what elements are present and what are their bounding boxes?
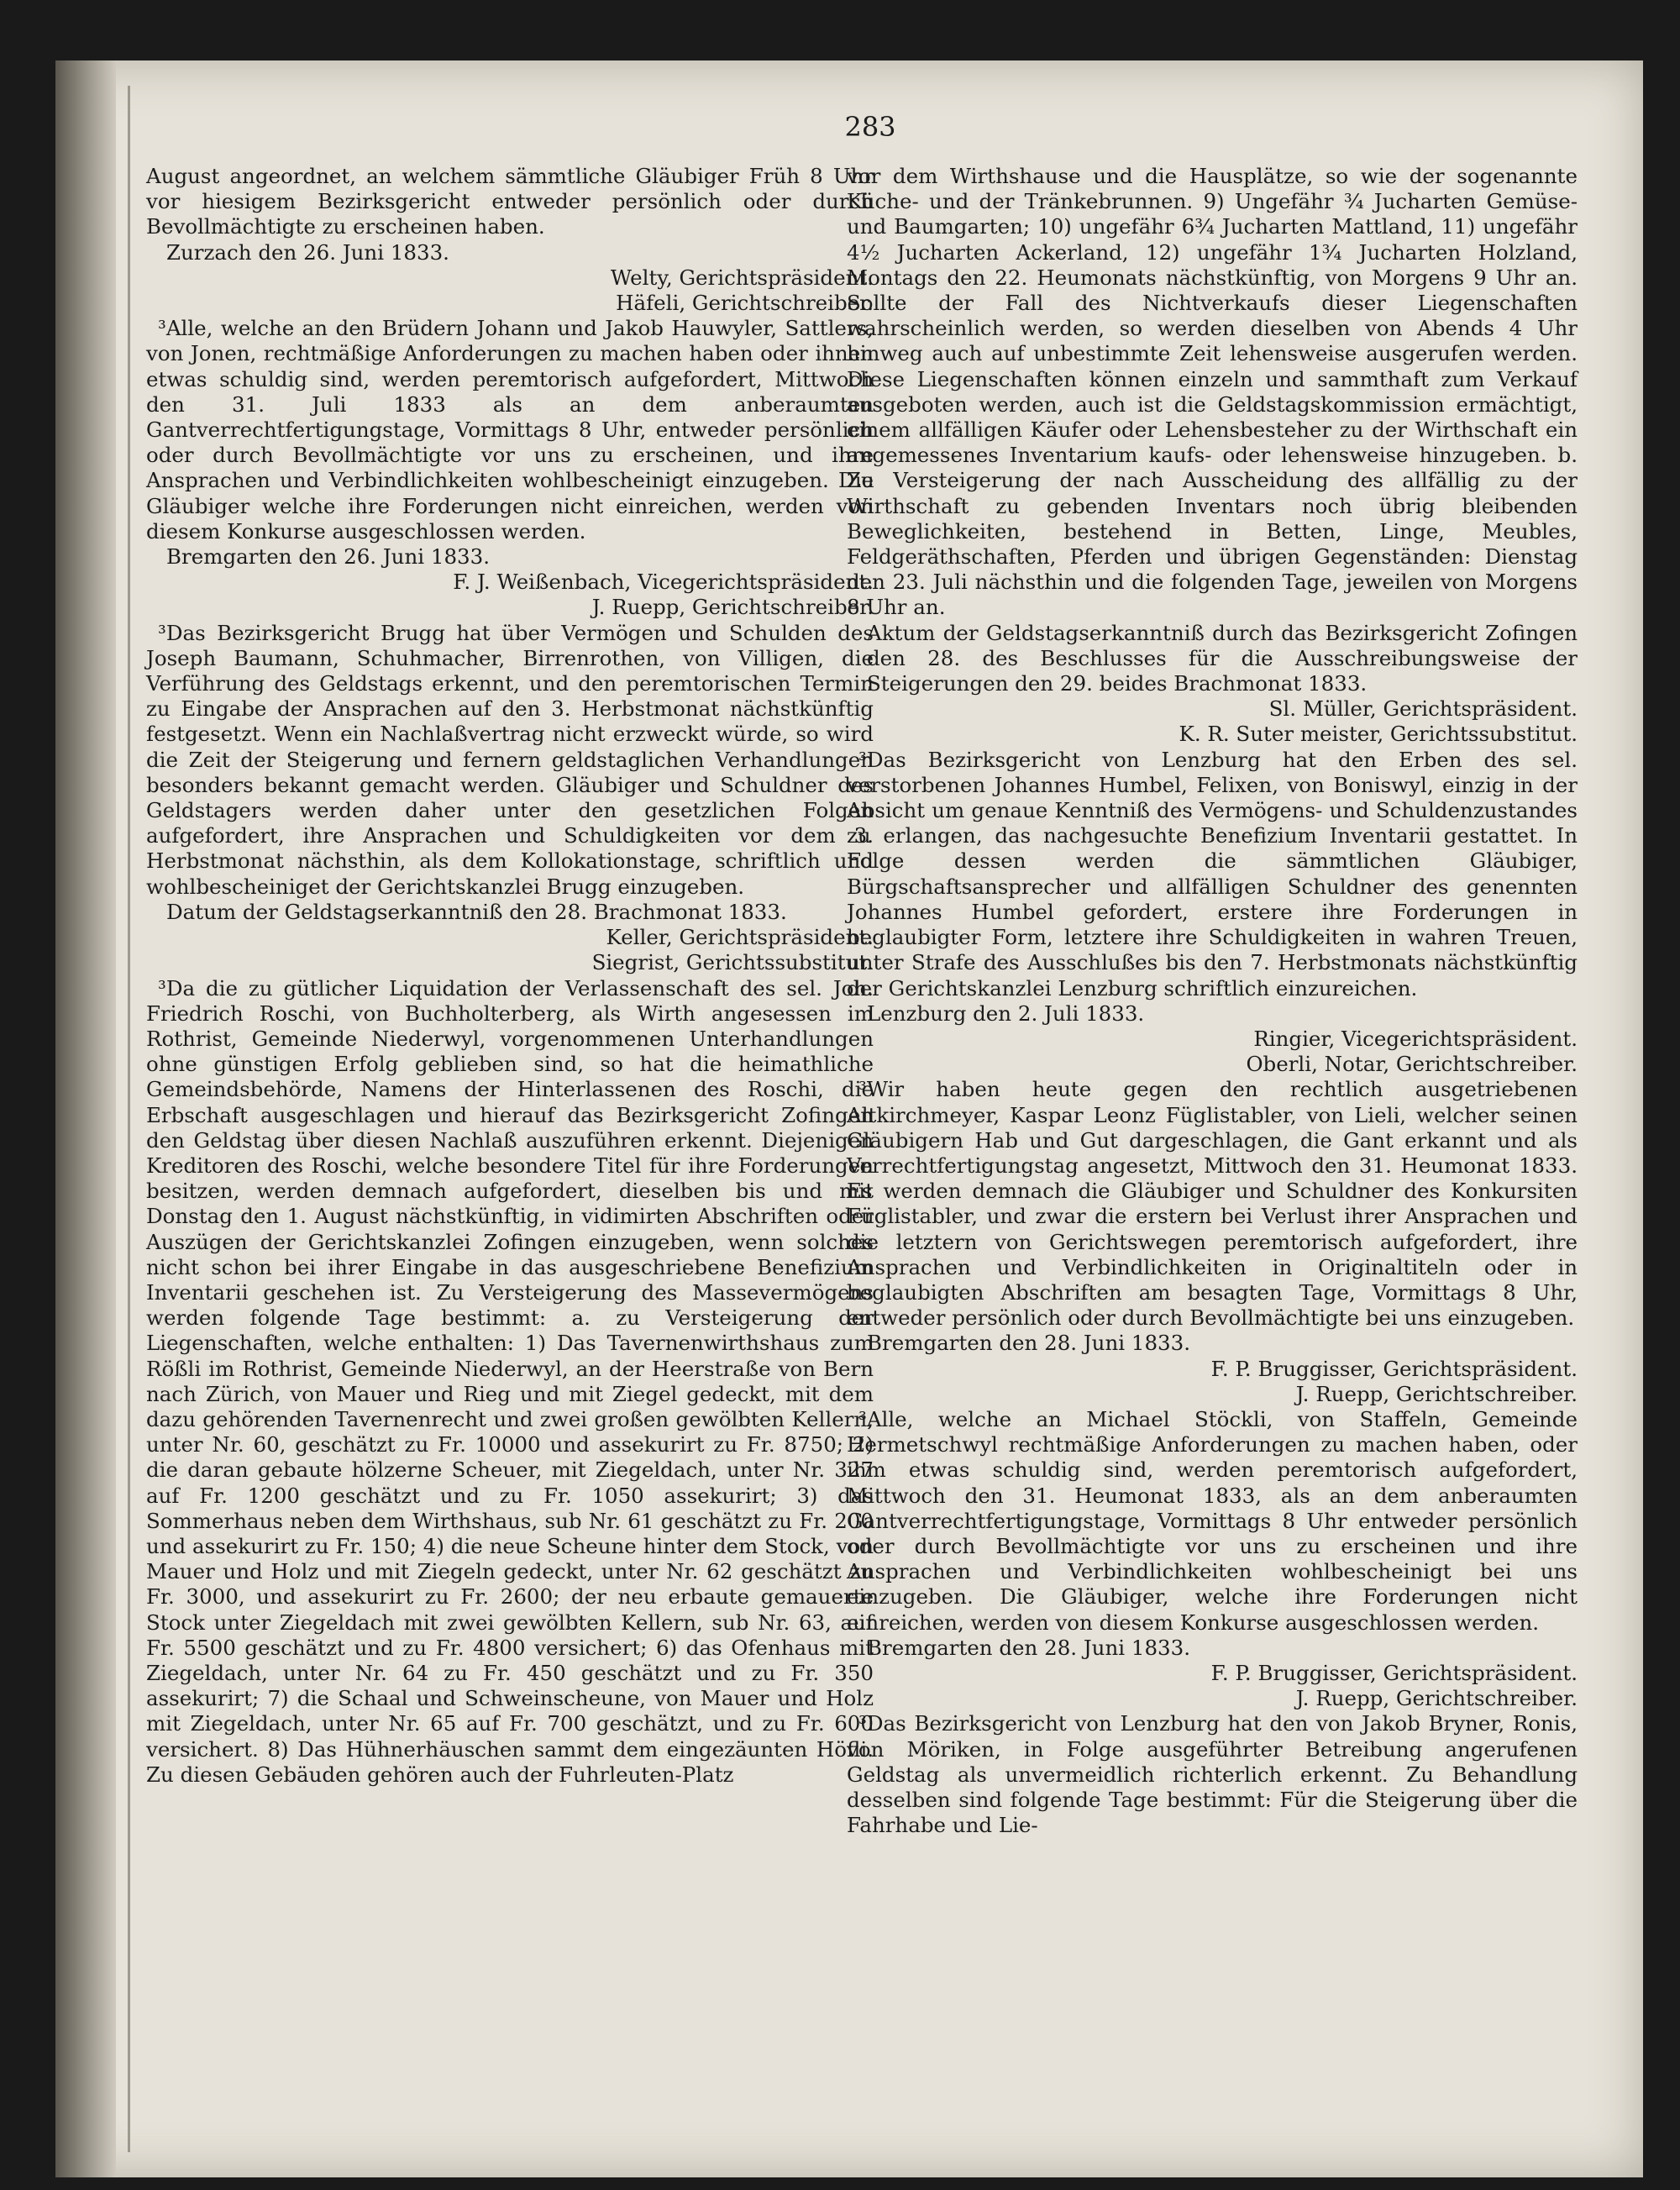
signature-line: F. P. Bruggisser, Gerichtspräsident. bbox=[1210, 1660, 1578, 1685]
page-number: 283 bbox=[844, 111, 896, 143]
notice-paragraph: ³Da die zu gütlicher Liquidation der Verlassenschaft des sel. Joh. Friedrich Roschi, von Buchholterberg, als Wirth angesessen im Rothrist, Gemeinde Niederwyl, vorgenommenen Unterhandlungen ohne günstigen Erfolg geblieben sind, so hat die heimathliche Gemeindsbehörde, Namens der Hinterlassenen des Roschi, die Erbschaft ausgeschlagen und hierauf das Bezirksgericht Zofingen den Geldstag über diesen Nachlaß auszuführen erkennt. Diejenigen Kreditoren des Roschi, welche besondere Titel für ihre Forderungen besitzen, werden demnach aufgefordert, dieselben bis und mit Donstag den 1. August nächstkünftig, in vidimirten Abschriften oder Auszügen der Gerichtskanzlei Zofingen einzugeben, wenn solches nicht schon bei ihrer Eingabe in das ausgeschriebene Benefizium Inventarii geschehen ist. Zu Versteigerung des Massevermögens werden folgende Tage bestimmt: a. zu Versteigerung der Liegenschaften, welche enthalten: 1) Das Tavernenwirthshaus zum Rößli im Rothrist, Gemeinde Niederwyl, an der Heerstraße von Bern nach Zürich, von Mauer und Rieg und mit Ziegel gedeckt, mit dem dazu gehörenden Tavernenrecht und zwei großen gewölbten Kellern, unter Nr. 60, geschätzt zu Fr. 10000 und assekurirt zu Fr. 8750; 2) die daran gebaute hölzerne Scheuer, mit Ziegeldach, unter Nr. 327 auf Fr. 1200 geschätzt und zu Fr. 1050 assekurirt; 3) das Sommerhaus neben dem Wirthshaus, sub Nr. 61 geschätzt zu Fr. 200 und assekurirt zu Fr. 150; 4) die neue Scheune hinter dem Stock, von Mauer und Holz und mit Ziegeln gedeckt, unter Nr. 62 geschätzt zu Fr. 3000, und assekurirt zu Fr. 2600; der neu erbaute gemauerte Stock unter Ziegeldach mit zwei gewölbten Kellern, sub Nr. 63, auf Fr. 5500 geschätzt und zu Fr. 4800 versichert; 6) das Ofenhaus mit Ziegeldach, unter Nr. 64 zu Fr. 450 geschätzt und zu Fr. 350 assekurirt; 7) die Schaal und Schweinscheune, von Mauer und Holz mit Ziegeldach, unter Nr. 65 auf Fr. 700 geschätzt, und zu Fr. 600 versichert. 8) Das Hühnerhäuschen sammt dem eingezäunten Höfli. Zu diesen Gebäuden gehören auch der Fuhrleuten-Platz bbox=[146, 975, 874, 1787]
signature-line: F. P. Bruggisser, Gerichtspräsident. bbox=[1210, 1356, 1578, 1381]
notice-paragraph: vor dem Wirthshause und die Hausplätze, so wie der sogenannte Küche- und der Tränkebrunnen. 9) Ungefähr ¾ Jucharten Gemüse- und Baumgarten; 10) ungefähr 6¾ Jucharten Mattland, 11) ungefähr 4½ Jucharten Ackerland, 12) ungefähr 1¾ Jucharten Holzland, Montags den 22. Heumonats nächstkünftig, von Morgens 9 Uhr an. Sollte der Fall des Nichtverkaufs dieser Liegenschaften wahrscheinlich werden, so werden dieselben von Abends 4 Uhr hinweg auch auf unbestimmte Zeit lehensweise ausgerufen werden. Diese Liegenschaften können einzeln und sammthaft zum Verkauf ausgeboten werden, auch ist die Geldstagskommission ermächtigt, einem allfälligen Käufer oder Lehensbesteher zu der Wirthschaft ein angemessenes Inventarium kaufs- oder lehensweise hinzugeben. b. Zu Versteigerung der nach Ausscheidung des allfällig zu der Wirthschaft zu gebenden Inventars noch übrig bleibenden Beweglichkeiten, bestehend in Betten, Linge, Meubles, Feldgeräthschaften, Pferden und übrigen Gegenständen: Dienstag den 23. Juli nächsthin und die folgenden Tage, jeweilen von Morgens 8 Uhr an. bbox=[847, 164, 1578, 620]
notice-paragraph: ³Das Bezirksgericht von Lenzburg hat den Erben des sel. verstorbenen Johannes Humbel, Felixen, von Boniswyl, einzig in der Absicht um genaue Kenntniß des Vermögens- und Schuldenzustandes zu erlangen, das nachgesuchte Benefizium Inventarii gestattet. In Folge dessen werden die sämmtlichen Gläubiger, Bürgschaftsansprecher und allfälligen Schuldner des genennten Johannes Humbel gefordert, erstere ihre Forderungen in beglaubigter Form, letztere ihre Schuldigkeiten in wahren Treuen, unter Strafe des Ausschlußes bis den 7. Herbstmonats nächstkünftig der Gerichtskanzlei Lenzburg schriftlich einzureichen. bbox=[847, 747, 1578, 1000]
notice-paragraph: ³Das Bezirksgericht von Lenzburg hat den von Jakob Bryner, Ronis, von Möriken, in Folge ausgeführter Betreibung angerufenen Geldstag als unvermeidlich richterlich erkennt. Zu Behandlung desselben sind folgende Tage bestimmt: Für die Steigerung über die Fahrhabe und Lie- bbox=[847, 1711, 1578, 1838]
signature-line: Ringier, Vicegerichtspräsident. bbox=[1253, 1026, 1578, 1051]
signature-line: Sl. Müller, Gerichtspräsident. bbox=[1268, 696, 1578, 722]
signature-line: Oberli, Notar, Gerichtschreiber. bbox=[1246, 1052, 1578, 1077]
binding-shadow-line bbox=[128, 86, 130, 2152]
notice-paragraph: ³Alle, welche an den Brüdern Johann und Jakob Hauwyler, Sattlers, von Jonen, rechtmäßige Anforderungen zu machen haben oder ihnen etwas schuldig sind, werden peremtorisch aufgefordert, Mittwoch den 31. Juli 1833 als an dem anberaumten Gantverrechtfertigungstage, Vormittags 8 Uhr, entweder persönlich oder durch Bevollmächtigte vor uns zu erscheinen, und ihre Ansprachen und Verbindlichkeiten wohlbescheinigt einzugeben. Die Gläubiger welche ihre Forderungen nicht einreichen, werden von diesem Konkurse ausgeschlossen werden. bbox=[146, 316, 874, 544]
dateline: Bremgarten den 26. Juni 1833. bbox=[166, 544, 491, 570]
signature-line: J. Ruepp, Gerichtschreiber. bbox=[1295, 1381, 1578, 1406]
signature-line: F. J. Weißenbach, Vicegerichtspräsident. bbox=[453, 570, 874, 595]
dateline: Bremgarten den 28. Juni 1833. bbox=[867, 1635, 1191, 1660]
left-column bbox=[146, 164, 874, 1788]
signature-line: Häfeli, Gerichtschreiber. bbox=[616, 291, 874, 316]
right-column bbox=[847, 164, 1578, 1838]
signature-line: J. Ruepp, Gerichtschreiber. bbox=[1295, 1686, 1578, 1711]
signature-line: K. R. Suter meister, Gerichtssubstitut. bbox=[1179, 722, 1578, 747]
dateline: Bremgarten den 28. Juni 1833. bbox=[867, 1331, 1191, 1356]
dateline: Zurzach den 26. Juni 1833. bbox=[166, 239, 449, 265]
notice-paragraph: ³Wir haben heute gegen den rechtlich ausgetriebenen Altkirchmeyer, Kaspar Leonz Füglistabler, von Lieli, welcher seinen Gläubigern Hab und Gut dargeschlagen, die Gant erkannt und als Verrechtfertigungstag angesetzt, Mittwoch den 31. Heumonat 1833. Es werden demnach die Gläubiger und Schuldner des Konkursiten Füglistabler, und zwar die erstern bei Verlust ihrer Ansprachen und die letztern von Gerichtswegen peremtorisch aufgefordert, ihre Ansprachen und Verbindlichkeiten in Originaltiteln oder in beglaubigten Abschriften am besagten Tage, Vormittags 8 Uhr, entweder persönlich oder durch Bevollmächtigte bei uns einzugeben. bbox=[847, 1077, 1578, 1331]
dateline: Datum der Geldstagserkanntniß den 28. Brachmonat 1833. bbox=[166, 899, 787, 924]
signature-line: J. Ruepp, Gerichtschreiber. bbox=[591, 595, 874, 620]
notice-paragraph: ³Alle, welche an Michael Stöckli, von Staffeln, Gemeinde Hermetschwyl rechtmäßige Anforderungen zu machen haben, oder ihm etwas schuldig sind, werden peremtorisch aufgefordert, Mittwoch den 31. Heumonat 1833, als an dem anberaumten Gantverrechtfertigungstage, Vormittags 8 Uhr entweder persönlich oder durch Bevollmächtigte vor uns zu erscheinen und ihre Ansprachen und Verbindlichkeiten wohlbescheinigt bei uns einzugeben. Die Gläubiger, welche ihre Forderungen nicht einreichen, werden von diesem Konkurse ausgeschlossen werden. bbox=[847, 1406, 1578, 1635]
binding-spine bbox=[55, 60, 116, 2177]
notice-paragraph: August angeordnet, an welchem sämmtliche Gläubiger Früh 8 Uhr vor hiesigem Bezirksgericht entweder persönlich oder durch Bevollmächtigte zu erscheinen haben. bbox=[146, 164, 874, 239]
newspaper-page bbox=[55, 60, 1643, 2177]
dateline: Aktum der Geldstagserkanntniß durch das Bezirksgericht Zofingen den 28. des Beschlusses für die Ausschreibungsweise der Steigerungen den 29. beides Brachmonat 1833. bbox=[867, 620, 1578, 696]
notice-paragraph: ³Das Bezirksgericht Brugg hat über Vermögen und Schulden des Joseph Baumann, Schuhmacher, Birrenrothen, von Villigen, die Verführung des Geldstags erkennt, und den peremtorischen Termin zu Eingabe der Ansprachen auf den 3. Herbstmonat nächstkünftig festgesetzt. Wenn ein Nachlaßvertrag nicht erzweckt würde, so wird die Zeit der Steigerung und fernern geldstaglichen Verhandlungen besonders bekannt gemacht werden. Gläubiger und Schuldner des Geldstagers werden daher unter den gesetzlichen Folgen aufgefordert, ihre Ansprachen und Schuldigkeiten vor dem 3. Herbstmonat nächsthin, als dem Kollokationstage, schriftlich und wohlbescheiniget der Gerichtskanzlei Brugg einzugeben. bbox=[146, 620, 874, 899]
signature-line: Welty, Gerichtspräsident. bbox=[610, 265, 874, 290]
dateline: Lenzburg den 2. Juli 1833. bbox=[867, 1000, 1145, 1026]
signature-line: Keller, Gerichtspräsident. bbox=[606, 925, 874, 950]
signature-line: Siegrist, Gerichtssubstitut. bbox=[591, 950, 874, 975]
